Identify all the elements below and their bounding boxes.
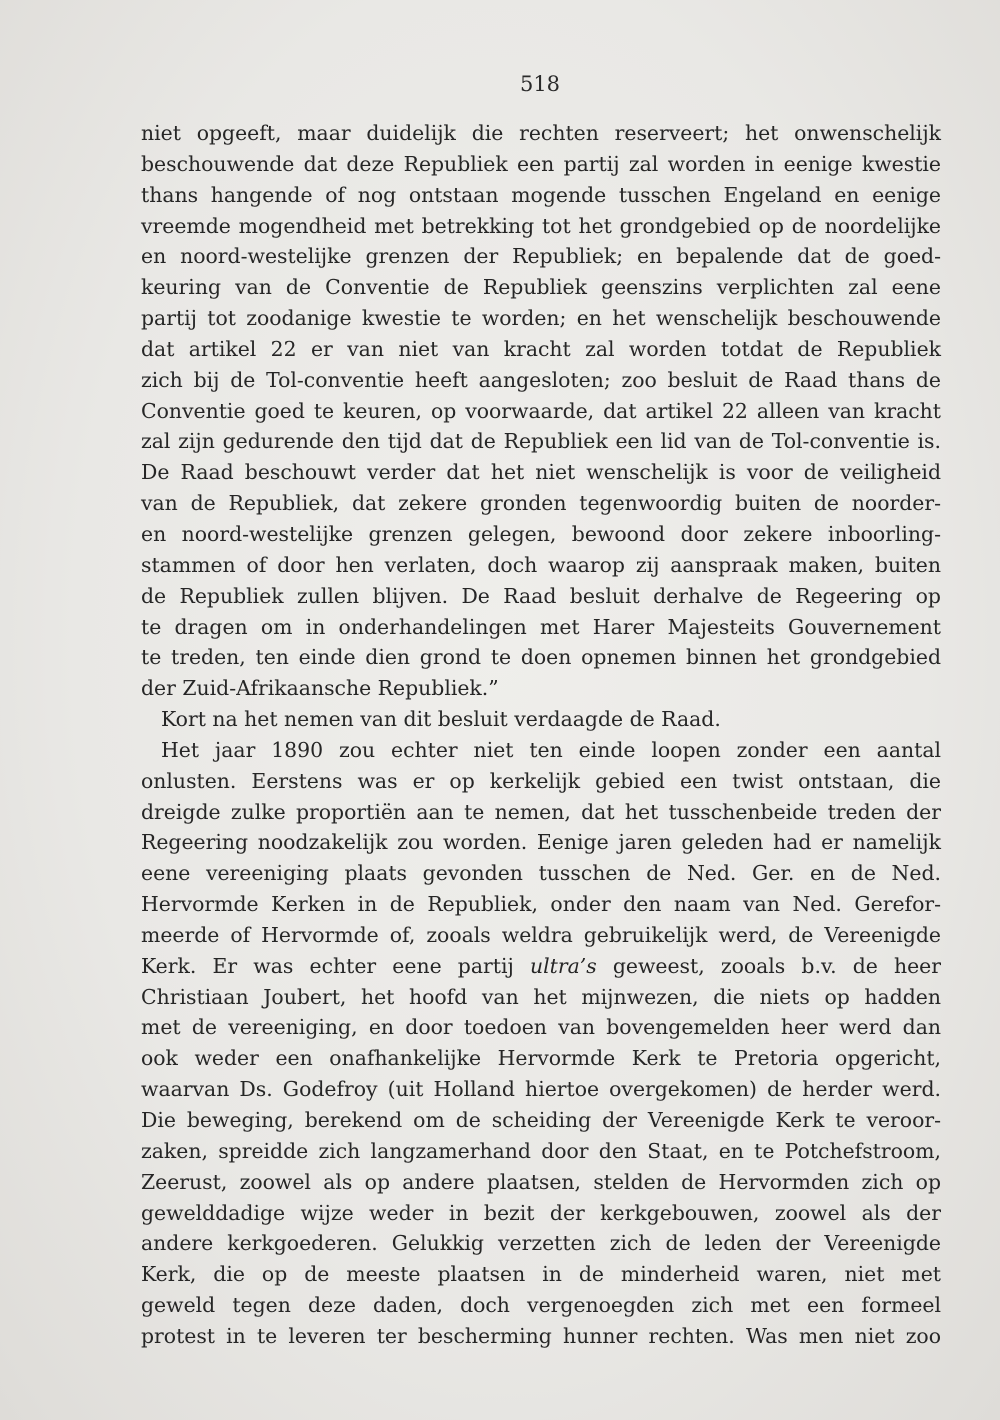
text-line: en noord-westelijke grenzen gelegen, bewoond door zekere inboorling- bbox=[141, 521, 941, 546]
text-line: eene vereeniging plaats gevonden tusschen de Ned. Ger. en de Ned. bbox=[141, 861, 941, 886]
text-line bbox=[141, 951, 941, 982]
text-line: stammen of door hen verlaten, doch waarop zij aanspraak maken, buiten bbox=[141, 552, 941, 577]
text-line: Conventie goed te keuren, op voorwaarde, dat artikel 22 alleen van kracht bbox=[141, 398, 941, 423]
text-line: vreemde mogendheid met betrekking tot het grondgebied op de noordelijke bbox=[141, 213, 941, 238]
text-line: Kerk, die op de meeste plaatsen in de minderheid waren, niet met bbox=[141, 1262, 941, 1287]
text-line: Het jaar 1890 zou echter niet ten einde loopen zonder een aantal bbox=[161, 737, 941, 762]
text-line: zal zijn gedurende den tijd dat de Republiek een lid van de Tol-conventie is. bbox=[141, 429, 941, 454]
text-line: Die beweging, berekend om de scheiding der Vereenigde Kerk te veroor- bbox=[141, 1108, 941, 1132]
page-number: 518 bbox=[519, 72, 561, 96]
text-line: protest in te leveren ter bescherming hunner rechten. Was men niet zoo bbox=[141, 1323, 941, 1348]
text-line: Christiaan Joubert, het hoofd van het mijnwezen, die niets op hadden bbox=[141, 984, 941, 1009]
text-line: thans hangende of nog ontstaan mogende tusschen Engeland en eenige bbox=[141, 182, 941, 207]
text-line: gewelddadige wijze weder in bezit der kerkgebouwen, zoowel als der bbox=[141, 1200, 941, 1225]
text-line: De Raad beschouwt verder dat het niet wenschelijk is voor de veiligheid bbox=[141, 460, 941, 485]
text-line: geweld tegen deze daden, doch vergenoegden zich met een formeel bbox=[141, 1293, 941, 1318]
text-line: met de vereeniging, en door toedoen van bovengemelden heer werd dan bbox=[141, 1015, 941, 1040]
text-line: Zeerust, zoowel als op andere plaatsen, stelden de Hervormden zich op bbox=[141, 1169, 941, 1194]
text-line: beschouwende dat deze Republiek een partij zal worden in eenige kwestie bbox=[141, 151, 941, 176]
text-line: dreigde zulke proportiën aan te nemen, dat het tusschenbeide treden der bbox=[141, 799, 941, 824]
text-line: Regeering noodzakelijk zou worden. Eenige jaren geleden had er namelijk bbox=[141, 830, 941, 855]
text-line: Hervormde Kerken in de Republiek, onder den naam van Ned. Gerefor- bbox=[141, 892, 941, 917]
text-line: te dragen om in onderhandelingen met Harer Majesteits Gouvernement bbox=[141, 614, 941, 639]
text-line: van de Republiek, dat zekere gronden tegenwoordig buiten de noorder- bbox=[141, 491, 941, 516]
text-line: zaken, spreidde zich langzamerhand door den Staat, en te Potchefstroom, bbox=[141, 1138, 941, 1163]
text-line: ook weder een onafhankelijke Hervormde Kerk te Pretoria opgericht, bbox=[141, 1046, 941, 1071]
body-text bbox=[141, 118, 941, 1352]
text-line: niet opgeeft, maar duidelijk die rechten reserveert; het onwenschelijk bbox=[141, 121, 941, 145]
text-line: onlusten. Eerstens was er op kerkelijk gebied een twist ontstaan, die bbox=[141, 768, 941, 793]
text-line: waarvan Ds. Godefroy (uit Holland hiertoe overgekomen) de herder werd. bbox=[141, 1077, 941, 1102]
text-line: keuring van de Conventie de Republiek geenszins verplichten zal eene bbox=[141, 275, 941, 300]
text-line: partij tot zoodanige kwestie te worden; en het wenschelijk beschouwende bbox=[141, 306, 941, 331]
text-line: Kort na het nemen van dit besluit verdaagde de Raad. bbox=[161, 707, 721, 732]
text-line: der Zuid-Afrikaansche Republiek.” bbox=[141, 676, 499, 701]
text-line: te treden, ten einde dien grond te doen opnemen binnen het grondgebied bbox=[141, 645, 941, 670]
text-line: en noord-westelijke grenzen der Republiek; en bepalende dat de goed- bbox=[141, 244, 941, 269]
text-line: meerde of Hervormde of, zooals weldra gebruikelijk werd, de Vereenigde bbox=[141, 922, 941, 947]
text-line: zich bij de Tol-conventie heeft aangesloten; zoo besluit de Raad thans de bbox=[141, 367, 941, 392]
text-line: andere kerkgoederen. Gelukkig verzetten zich de leden der Vereenigde bbox=[141, 1231, 941, 1256]
text-segment: geweest, zooals b.v. de heer bbox=[596, 953, 942, 978]
text-segment: Kerk. Er was echter eene partij bbox=[141, 953, 530, 978]
text-line: dat artikel 22 er van niet van kracht zal worden totdat de Republiek bbox=[141, 336, 941, 361]
text-line: de Republiek zullen blijven. De Raad besluit derhalve de Regeering op bbox=[141, 583, 941, 608]
italic-word: ultra’s bbox=[529, 953, 597, 978]
